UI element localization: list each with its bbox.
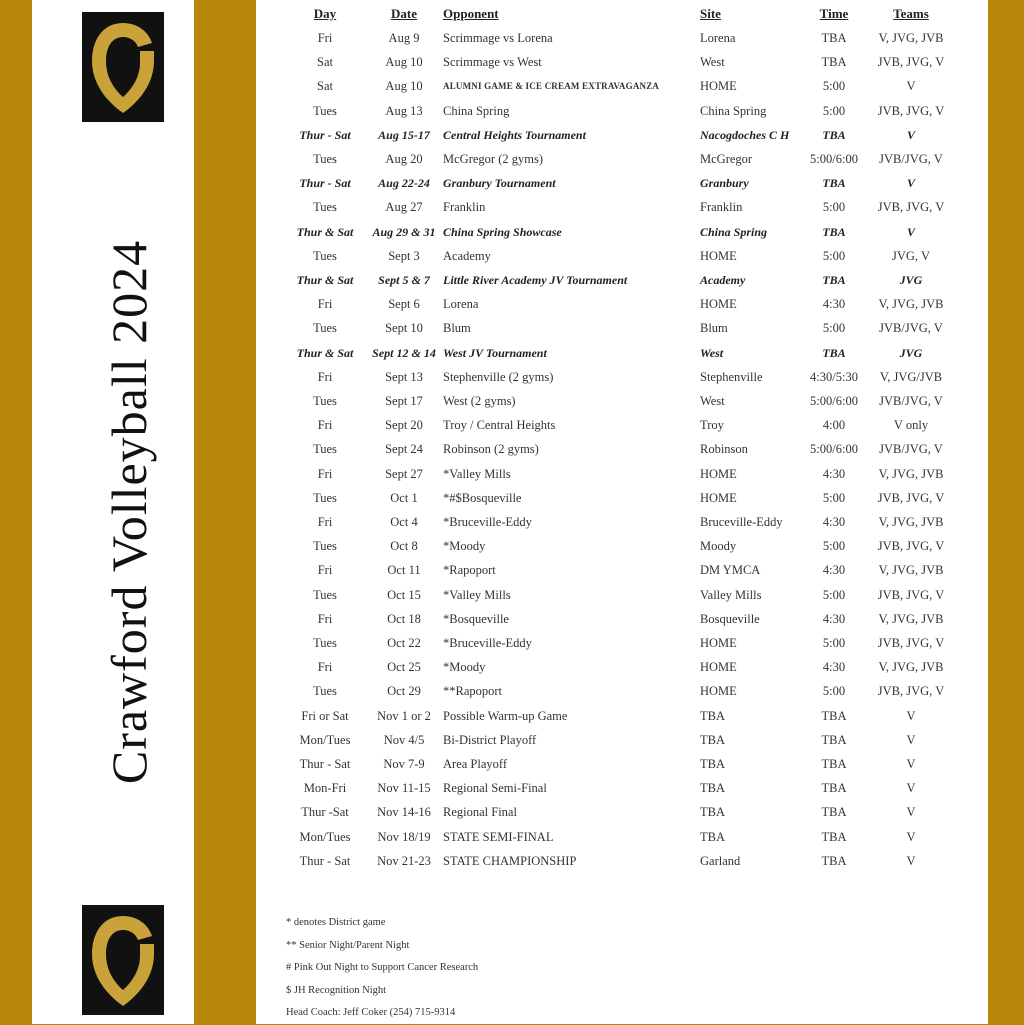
- table-row: [256, 26, 988, 50]
- cell-opponent: *Moody: [443, 660, 486, 675]
- cell-day: Tues: [313, 539, 337, 554]
- footnote: # Pink Out Night to Support Cancer Research: [286, 962, 479, 973]
- cell-day: Tues: [313, 636, 337, 650]
- cell-day: Fri: [317, 369, 333, 384]
- cell-time: 5:00: [822, 79, 846, 94]
- table-row: [256, 486, 988, 510]
- cell-time: 4:00: [822, 418, 846, 433]
- cell-site: Nacogdoches C H: [700, 127, 790, 142]
- table-row: [256, 123, 988, 147]
- cell-teams: V: [906, 829, 916, 844]
- cell-teams: V, JVG, JVB: [878, 563, 944, 578]
- cell-site: West: [700, 345, 724, 360]
- cell-date: Nov 4/5: [383, 732, 425, 747]
- cell-day: Mon-Fri: [303, 781, 347, 796]
- table-row: [256, 462, 988, 486]
- table-row: [256, 655, 988, 679]
- footnote: ** Senior Night/Parent Night: [286, 939, 410, 951]
- cell-date: Sept 27: [385, 466, 423, 481]
- cell-day: Sat: [317, 55, 333, 70]
- table-row: [256, 534, 988, 558]
- cell-time: 5:00: [822, 636, 846, 650]
- table-row: [256, 800, 988, 824]
- cell-day: Tues: [313, 684, 337, 699]
- cell-date: Sept 24: [385, 442, 423, 457]
- cell-opponent: West JV Tournament: [443, 345, 547, 360]
- header-time: Time: [819, 6, 849, 21]
- table-row: [256, 510, 988, 534]
- cell-opponent: Robinson (2 gyms): [443, 442, 539, 457]
- page-title: Crawford Volleyball 2024: [101, 239, 157, 785]
- cell-opponent: Scrimmage vs West: [443, 55, 542, 70]
- cell-teams: V: [906, 224, 915, 239]
- cell-date: Nov 11-15: [377, 781, 431, 796]
- header-teams: Teams: [893, 6, 929, 21]
- cell-date: Nov 7-9: [383, 757, 425, 771]
- cell-opponent: ALUMNI GAME & ICE CREAM EXTRAVAGANZA: [443, 81, 660, 92]
- table-row: [256, 316, 988, 340]
- cell-teams: JVB, JVG, V: [877, 103, 945, 118]
- cell-teams: JVB/JVG, V: [879, 442, 943, 457]
- schedule-panel: [256, 0, 988, 1024]
- cell-date: Oct 18: [387, 611, 421, 626]
- cell-time: TBA: [821, 829, 847, 844]
- cell-site: West: [700, 394, 725, 408]
- cell-opponent: China Spring: [443, 103, 510, 118]
- table-row: [256, 607, 988, 631]
- cell-date: Aug 29 & 31: [372, 224, 436, 239]
- table-row: [256, 341, 988, 365]
- cell-day: Tues: [313, 442, 337, 457]
- table-row: [256, 413, 988, 437]
- cell-teams: V, JVG/JVB: [879, 369, 943, 384]
- table-row: [256, 728, 988, 752]
- cell-site: TBA: [700, 732, 725, 747]
- cell-day: Thur & Sat: [296, 273, 354, 287]
- cell-date: Oct 15: [387, 587, 421, 602]
- cell-time: TBA: [821, 732, 847, 747]
- cell-teams: V: [906, 781, 916, 796]
- cell-time: 5:00: [822, 321, 846, 336]
- cell-opponent: STATE CHAMPIONSHIP: [443, 853, 577, 868]
- cell-date: Sept 13: [385, 369, 423, 384]
- cell-teams: JVB, JVG, V: [877, 684, 945, 699]
- cell-opponent: *Moody: [443, 539, 486, 554]
- table-row: [256, 704, 988, 728]
- cell-teams: JVB/JVG, V: [879, 152, 943, 166]
- cell-opponent: *Bosqueville: [443, 611, 509, 626]
- cell-date: Oct 4: [390, 515, 418, 529]
- cell-date: Aug 22-24: [378, 176, 430, 191]
- cell-date: Oct 11: [387, 563, 421, 578]
- cell-time: 4:30: [822, 297, 846, 312]
- cell-time: TBA: [821, 805, 847, 820]
- cell-day: Tues: [313, 248, 337, 263]
- table-row: [256, 365, 988, 389]
- cell-time: TBA: [821, 757, 847, 771]
- cell-teams: JVB, JVG, V: [877, 636, 945, 650]
- cell-day: Fri or Sat: [301, 708, 349, 723]
- cell-site: HOME: [700, 636, 737, 650]
- cell-opponent: Regional Semi-Final: [443, 781, 547, 796]
- cell-day: Thur - Sat: [299, 127, 351, 142]
- footnote: $ JH Recognition Night: [286, 984, 387, 996]
- cell-time: 4:30: [822, 515, 846, 529]
- cell-date: Aug 15-17: [378, 127, 430, 142]
- cell-opponent: Possible Warm-up Game: [443, 708, 568, 723]
- cell-opponent: *Valley Mills: [443, 587, 511, 602]
- cell-day: Thur - Sat: [299, 176, 351, 191]
- cell-date: Oct 22: [387, 636, 421, 650]
- cell-time: 4:30: [822, 660, 846, 675]
- table-row: [256, 776, 988, 800]
- cell-time: 5:00/6:00: [810, 152, 858, 166]
- cell-opponent: China Spring Showcase: [443, 224, 562, 239]
- cell-site: TBA: [700, 757, 725, 771]
- cell-site: Granbury: [700, 176, 749, 191]
- cell-site: HOME: [700, 248, 737, 263]
- cell-site: TBA: [700, 708, 725, 723]
- cell-time: 5:00: [822, 684, 846, 699]
- cell-site: Garland: [700, 853, 741, 868]
- cell-opponent: Area Playoff: [443, 757, 507, 771]
- cell-day: Fri: [317, 563, 333, 578]
- table-row: [256, 437, 988, 461]
- cell-teams: V, JVG, JVB: [878, 611, 944, 626]
- cell-date: Oct 25: [387, 660, 421, 675]
- cell-opponent: West (2 gyms): [443, 394, 516, 408]
- cell-teams: V, JVG, JVB: [878, 660, 944, 675]
- cell-opponent: Troy / Central Heights: [443, 418, 556, 433]
- cell-day: Fri: [317, 660, 333, 675]
- cell-teams: JVB, JVG, V: [877, 490, 945, 505]
- cell-site: HOME: [700, 660, 737, 675]
- cell-teams: JVB, JVG, V: [877, 587, 945, 602]
- cell-site: Franklin: [700, 200, 743, 215]
- cell-opponent: *Valley Mills: [443, 466, 511, 481]
- cell-date: Sept 12 & 14: [372, 345, 436, 360]
- cell-site: TBA: [700, 829, 725, 844]
- cell-teams: JVG: [899, 273, 923, 287]
- cell-teams: JVB/JVG, V: [879, 394, 943, 408]
- table-row: [256, 292, 988, 316]
- cell-teams: V, JVG, JVB: [878, 31, 944, 45]
- footnote: Head Coach: Jeff Coker (254) 715-9314: [286, 1007, 456, 1018]
- cell-date: Nov 18/19: [377, 829, 431, 844]
- cell-site: HOME: [700, 490, 737, 505]
- header-opponent: Opponent: [443, 6, 499, 21]
- logo-bottom: [82, 905, 164, 1015]
- cell-site: Stephenville: [700, 369, 763, 384]
- cell-site: Bruceville-Eddy: [700, 515, 783, 529]
- cell-time: 4:30/5:30: [810, 369, 858, 384]
- cell-opponent: Central Heights Tournament: [443, 127, 586, 142]
- table-header: [256, 2, 988, 26]
- footnote: * denotes District game: [286, 917, 386, 928]
- table-row: [256, 74, 988, 98]
- cell-opponent: Regional Final: [443, 805, 517, 820]
- cell-time: 5:00/6:00: [810, 394, 858, 408]
- horseshoe-c-icon: [88, 910, 158, 1010]
- cell-time: TBA: [822, 127, 846, 142]
- cell-site: HOME: [700, 466, 737, 481]
- cell-day: Thur - Sat: [299, 757, 351, 771]
- table-row: [256, 99, 988, 123]
- cell-day: Mon/Tues: [299, 829, 351, 844]
- cell-opponent: *Rapoport: [443, 563, 496, 578]
- cell-day: Tues: [313, 321, 337, 336]
- cell-day: Fri: [317, 418, 333, 433]
- cell-day: Fri: [317, 466, 333, 481]
- table-row: [256, 849, 988, 873]
- cell-day: Fri: [317, 31, 333, 45]
- cell-time: TBA: [821, 853, 847, 868]
- cell-site: TBA: [700, 805, 725, 820]
- cell-site: Robinson: [700, 442, 748, 457]
- cell-site: HOME: [700, 79, 737, 94]
- cell-teams: V: [906, 805, 916, 820]
- cell-opponent: **Rapoport: [443, 684, 503, 699]
- cell-date: Sept 20: [385, 418, 423, 433]
- cell-teams: JVB/JVG, V: [879, 321, 943, 336]
- cell-day: Tues: [313, 103, 337, 118]
- cell-site: HOME: [700, 684, 737, 699]
- cell-day: Thur & Sat: [296, 345, 354, 360]
- cell-opponent: Granbury Tournament: [443, 176, 556, 191]
- cell-opponent: *#$Bosqueville: [443, 490, 522, 505]
- cell-teams: JVB, JVG, V: [877, 200, 945, 215]
- cell-site: China Spring: [700, 103, 767, 118]
- cell-opponent: Franklin: [443, 200, 486, 215]
- cell-teams: V: [906, 708, 916, 723]
- cell-time: 5:00: [822, 587, 846, 602]
- cell-teams: V, JVG, JVB: [878, 466, 944, 481]
- logo-top: [82, 12, 164, 122]
- cell-day: Tues: [313, 587, 337, 602]
- cell-date: Aug 9: [388, 31, 420, 45]
- cell-time: 5:00: [822, 103, 846, 118]
- cell-date: Oct 8: [390, 539, 418, 554]
- cell-teams: V, JVG, JVB: [878, 297, 944, 312]
- cell-teams: V: [906, 127, 915, 142]
- table-row: [256, 679, 988, 703]
- cell-teams: V: [906, 853, 916, 868]
- cell-day: Tues: [313, 490, 337, 505]
- table-row: [256, 752, 988, 776]
- cell-day: Tues: [313, 152, 337, 166]
- cell-time: 5:00: [822, 200, 846, 215]
- header-day: Day: [313, 6, 337, 21]
- cell-site: DM YMCA: [700, 563, 761, 578]
- cell-time: TBA: [821, 708, 847, 723]
- cell-site: West: [700, 55, 725, 70]
- cell-time: TBA: [822, 176, 846, 191]
- cell-date: Sept 5 & 7: [378, 273, 430, 287]
- table-row: [256, 50, 988, 74]
- cell-day: Tues: [313, 200, 337, 215]
- cell-time: TBA: [821, 31, 847, 45]
- cell-site: Valley Mills: [700, 587, 762, 602]
- cell-teams: JVG, V: [892, 248, 930, 263]
- cell-date: Nov 14-16: [377, 805, 431, 820]
- cell-teams: JVB, JVG, V: [877, 55, 945, 70]
- cell-day: Fri: [317, 515, 333, 529]
- cell-opponent: *Bruceville-Eddy: [443, 515, 532, 529]
- cell-date: Sept 3: [388, 248, 420, 263]
- table-row: [256, 244, 988, 268]
- cell-opponent: Academy: [443, 248, 491, 263]
- cell-time: TBA: [821, 781, 847, 796]
- cell-teams: V, JVG, JVB: [878, 515, 944, 529]
- horseshoe-c-icon: [88, 17, 158, 117]
- cell-day: Tues: [313, 394, 337, 408]
- cell-opponent: McGregor (2 gyms): [443, 152, 543, 166]
- cell-opponent: Bi-District Playoff: [443, 732, 537, 747]
- cell-site: Troy: [700, 418, 724, 433]
- cell-date: Aug 13: [385, 103, 423, 118]
- cell-time: 4:30: [822, 563, 846, 578]
- table-row: [256, 558, 988, 582]
- cell-time: TBA: [822, 345, 846, 360]
- cell-day: Thur - Sat: [299, 853, 351, 868]
- cell-time: 5:00: [822, 248, 846, 263]
- cell-date: Aug 20: [385, 152, 423, 166]
- cell-time: TBA: [822, 273, 846, 287]
- cell-date: Aug 10: [385, 55, 423, 70]
- table-row: [256, 147, 988, 171]
- cell-time: TBA: [821, 55, 847, 70]
- cell-day: Sat: [317, 79, 333, 94]
- cell-time: 4:30: [822, 466, 846, 481]
- cell-opponent: Blum: [443, 321, 471, 336]
- cell-date: Oct 1: [390, 490, 418, 505]
- cell-day: Thur & Sat: [296, 224, 354, 239]
- cell-teams: V only: [893, 418, 929, 433]
- table-row: [256, 825, 988, 849]
- table-row: [256, 583, 988, 607]
- cell-site: HOME: [700, 297, 737, 312]
- cell-opponent: *Bruceville-Eddy: [443, 636, 532, 650]
- cell-teams: V: [906, 79, 916, 94]
- table-row: [256, 389, 988, 413]
- header-date: Date: [391, 6, 417, 21]
- cell-date: Sept 10: [385, 321, 423, 336]
- cell-date: Nov 1 or 2: [377, 708, 431, 723]
- cell-teams: JVB, JVG, V: [877, 539, 945, 554]
- cell-day: Mon/Tues: [299, 732, 351, 747]
- cell-opponent: Lorena: [443, 297, 479, 312]
- table-row: [256, 220, 988, 244]
- cell-teams: V: [906, 176, 915, 191]
- cell-day: Fri: [317, 297, 333, 312]
- cell-date: Aug 27: [385, 200, 423, 215]
- cell-date: Sept 17: [385, 394, 423, 408]
- cell-site: Moody: [700, 539, 737, 554]
- cell-time: 5:00: [822, 539, 846, 554]
- cell-teams: JVG: [899, 345, 923, 360]
- cell-opponent: STATE SEMI-FINAL: [443, 829, 554, 844]
- cell-day: Thur -Sat: [301, 805, 349, 820]
- cell-time: TBA: [822, 224, 846, 239]
- footnotes: [286, 912, 986, 1025]
- table-row: [256, 195, 988, 219]
- cell-date: Nov 21-23: [377, 853, 431, 868]
- table-row: [256, 631, 988, 655]
- table-row: [256, 268, 988, 292]
- cell-date: Oct 29: [387, 684, 421, 699]
- cell-teams: V: [906, 732, 916, 747]
- cell-site: China Spring: [700, 224, 768, 239]
- cell-site: TBA: [700, 781, 725, 796]
- cell-day: Fri: [317, 611, 333, 626]
- cell-time: 5:00: [822, 490, 846, 505]
- header-site: Site: [700, 6, 721, 21]
- cell-site: Academy: [700, 273, 746, 287]
- cell-time: 4:30: [822, 611, 846, 626]
- cell-opponent: Scrimmage vs Lorena: [443, 31, 553, 45]
- cell-site: Bosqueville: [700, 611, 760, 626]
- cell-date: Aug 10: [385, 79, 423, 94]
- cell-site: Blum: [700, 321, 728, 336]
- cell-time: 5:00/6:00: [810, 442, 858, 457]
- table-row: [256, 171, 988, 195]
- cell-site: McGregor: [700, 152, 753, 166]
- cell-opponent: Stephenville (2 gyms): [443, 369, 554, 384]
- cell-teams: V: [906, 757, 916, 771]
- cell-opponent: Little River Academy JV Tournament: [443, 273, 628, 287]
- cell-date: Sept 6: [388, 297, 420, 312]
- cell-site: Lorena: [700, 31, 736, 45]
